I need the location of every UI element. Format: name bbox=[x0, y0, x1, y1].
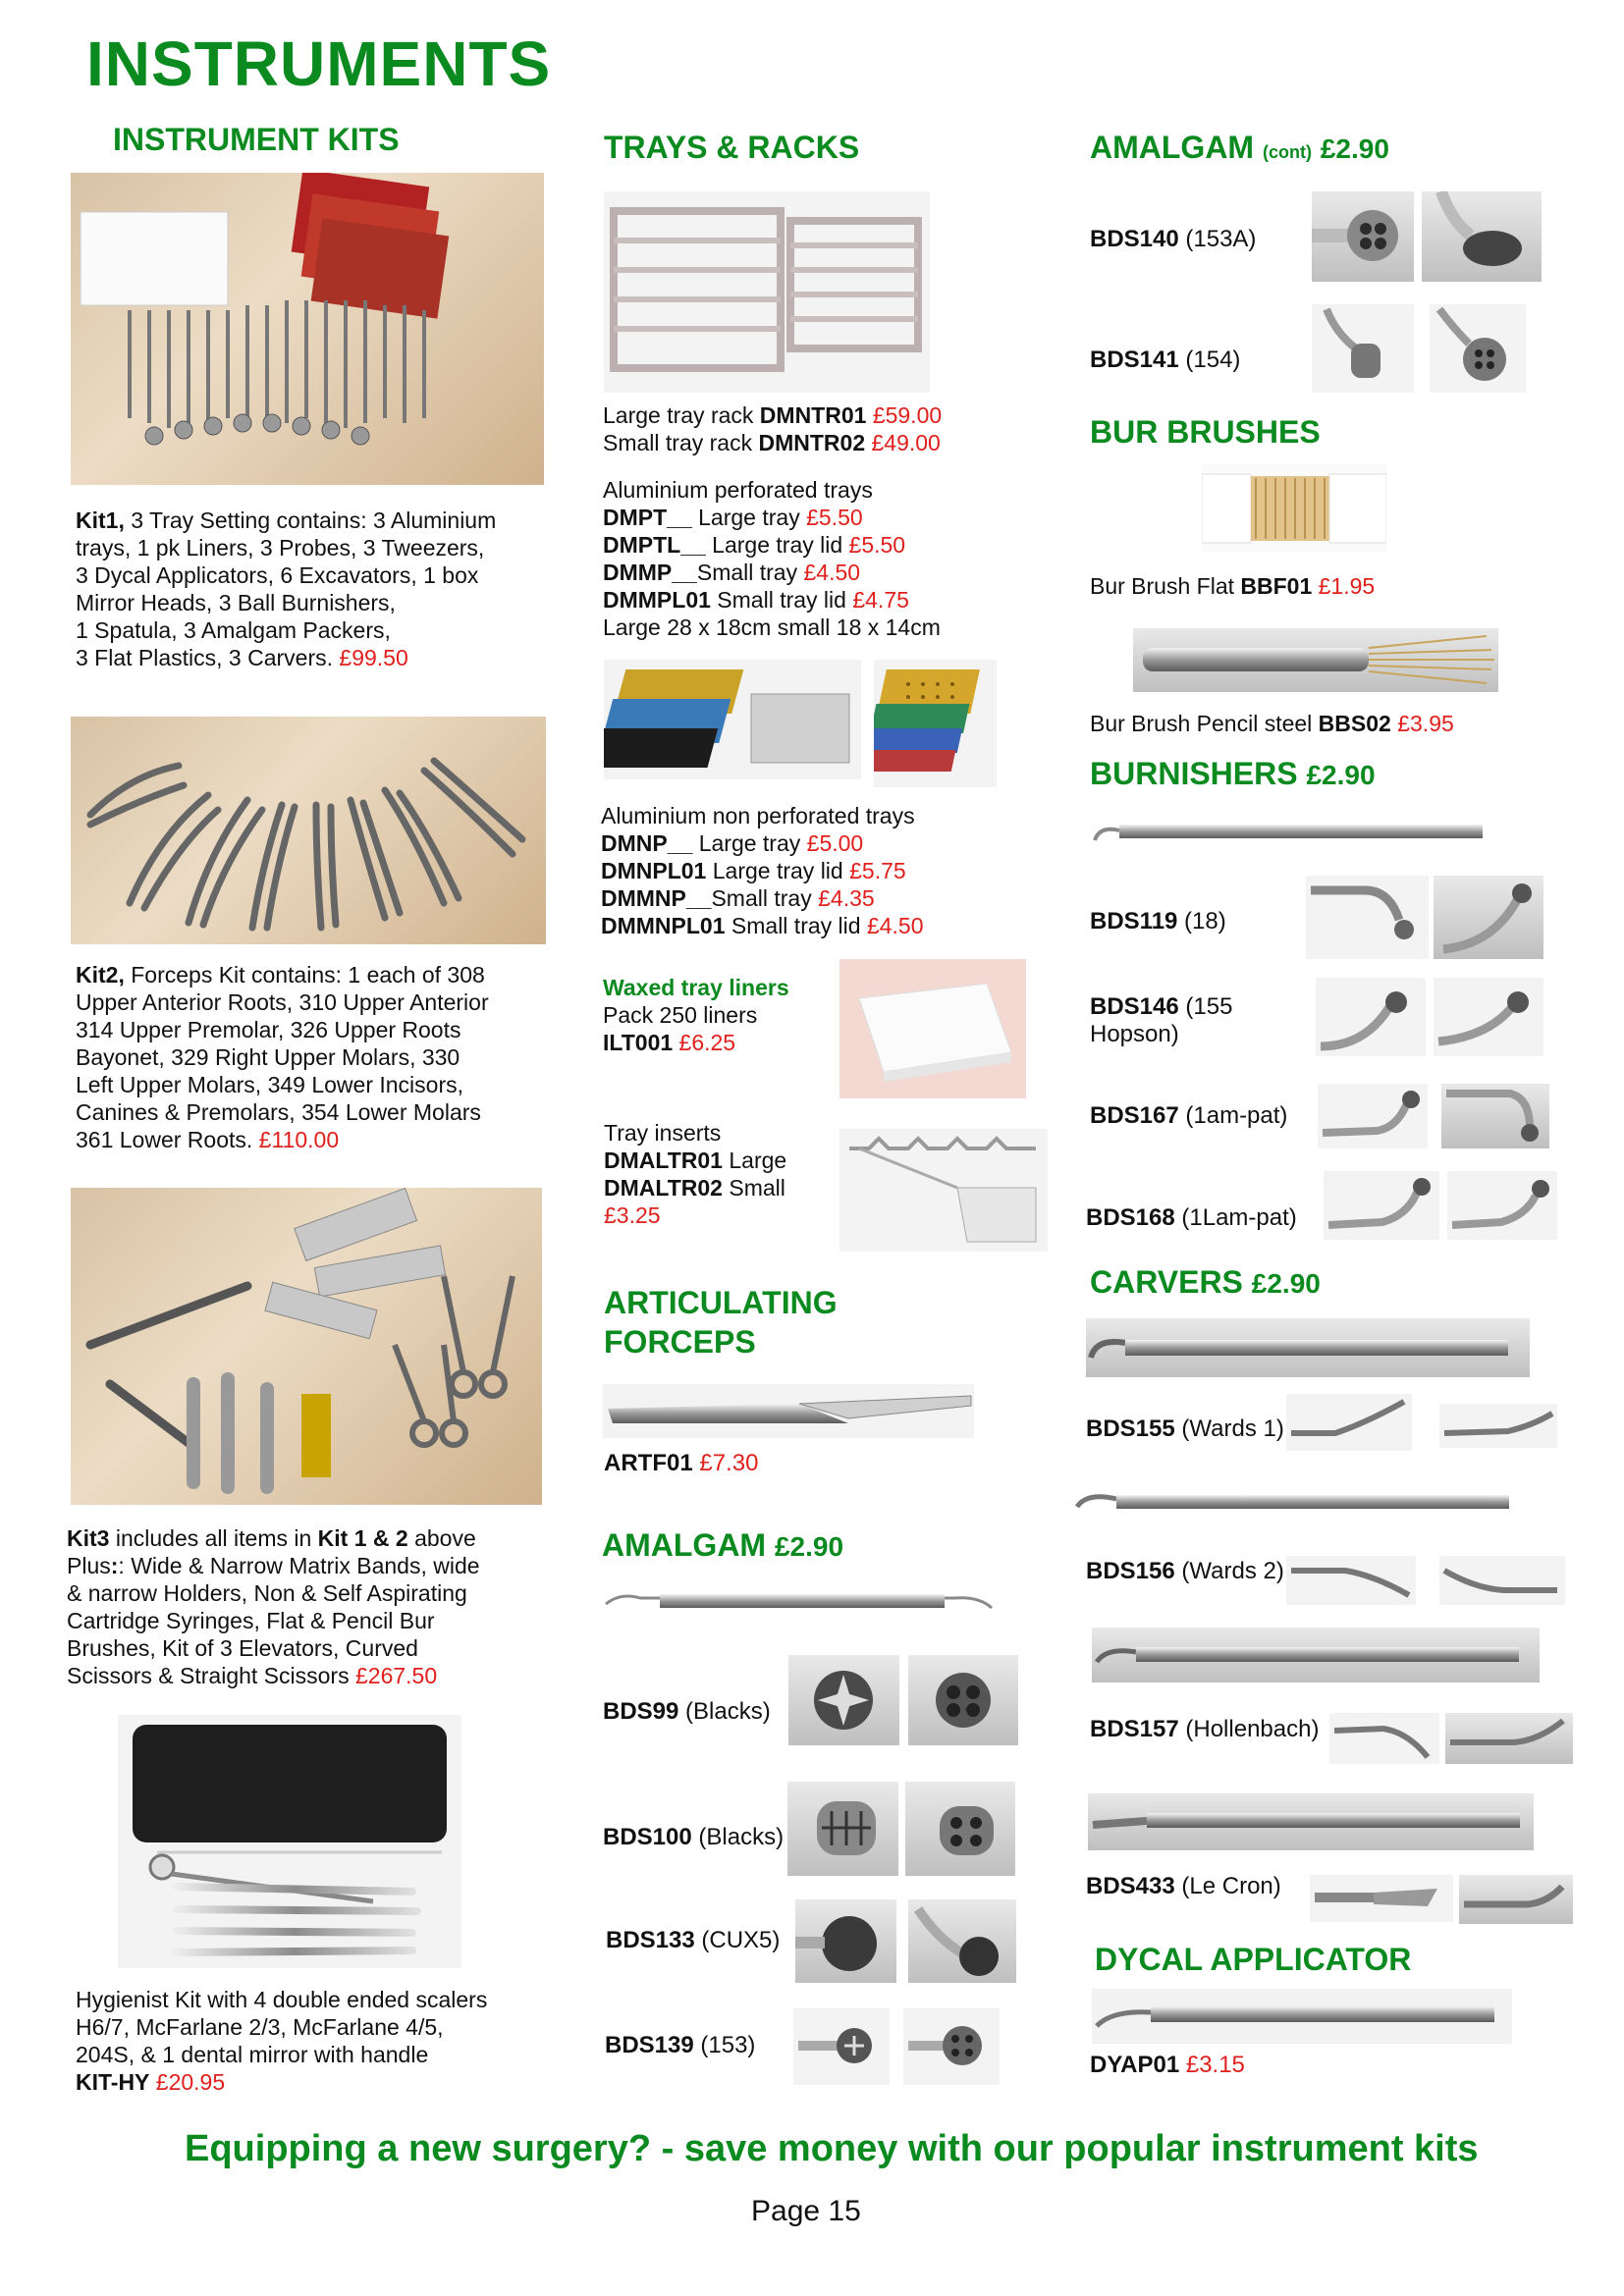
carver-item-bds155: BDS155 (Wards 1) bbox=[1086, 1415, 1284, 1442]
bds146-tip-a bbox=[1316, 978, 1426, 1056]
bds168-tip-b bbox=[1447, 1171, 1557, 1240]
amalgam-item-bds99: BDS99 (Blacks) bbox=[603, 1698, 771, 1725]
bds141-tip-a bbox=[1312, 304, 1414, 393]
dycal-applicator-instrument bbox=[1092, 1989, 1512, 2044]
kit2-photo bbox=[71, 717, 546, 944]
bds100-tip-a bbox=[787, 1782, 898, 1876]
amalgam-cont-heading: AMALGAM (cont) £2.90 bbox=[1090, 130, 1389, 165]
carver-instrument-3 bbox=[1092, 1628, 1540, 1682]
bds99-tip-b bbox=[908, 1655, 1018, 1745]
amalgam-instrument bbox=[601, 1584, 996, 1622]
tray-liners-info: Waxed tray liners Pack 250 liners ILT001 £6.25 bbox=[603, 975, 789, 1055]
articulating-forceps-code: ARTF01 £7.30 bbox=[604, 1450, 759, 1476]
bds140-tip-b bbox=[1422, 191, 1542, 282]
amalgam-item-bds100: BDS100 (Blacks) bbox=[603, 1824, 785, 1850]
burnisher-instrument bbox=[1090, 811, 1497, 856]
bds157-tip-a bbox=[1329, 1713, 1439, 1764]
non-perforated-trays-photo bbox=[604, 660, 861, 779]
kit2-price: £110.00 bbox=[258, 1127, 340, 1152]
carver-item-bds433: BDS433 (Le Cron) bbox=[1086, 1873, 1281, 1899]
carver-item-bds157: BDS157 (Hollenbach) bbox=[1090, 1716, 1320, 1742]
amalgam-item-bds133: BDS133 (CUX5) bbox=[606, 1927, 781, 1953]
burnisher-item-bds119: BDS119 (18) bbox=[1090, 908, 1226, 934]
tray-liners-photo bbox=[839, 959, 1026, 1098]
bds433-tip-a bbox=[1310, 1875, 1453, 1922]
bur-brush-pencil-info: Bur Brush Pencil steel BBS02 £3.95 bbox=[1090, 711, 1454, 736]
articulating-forceps-photo bbox=[603, 1384, 974, 1438]
burnisher-item-bds146: BDS146 (155 Hopson) bbox=[1090, 993, 1233, 1047]
bds100-tip-b bbox=[905, 1782, 1015, 1876]
tray-inserts-info: Tray inserts DMALTR01 Large DMALTR02 Small £3.25 bbox=[604, 1120, 787, 1228]
bds139-tip-b bbox=[903, 2008, 1000, 2085]
bur-brush-pencil-photo bbox=[1133, 628, 1498, 692]
burnishers-heading: BURNISHERS £2.90 bbox=[1090, 756, 1376, 791]
bds133-tip-a bbox=[795, 1899, 896, 1983]
bds155-tip-b bbox=[1439, 1404, 1557, 1448]
kit3-description: Kit3 includes all items in Kit 1 & 2 above Plus:: Wide & Narrow Matrix Bands, wide & narrow Holders, Non & Self Aspirating Cartridge Syringes, Flat & Pencil Bur Brushes, Kit of 3 Elevators, Curved Scissors & Straight Scissors £267.50 bbox=[67, 1525, 480, 1688]
perforated-trays-photo bbox=[874, 660, 997, 787]
carver-instrument-1 bbox=[1086, 1318, 1530, 1377]
kit3-price: £267.50 bbox=[354, 1663, 438, 1688]
burnisher-item-bds167: BDS167 (1am-pat) bbox=[1090, 1102, 1288, 1129]
bds155-tip-a bbox=[1286, 1394, 1412, 1451]
dycal-applicator-code: DYAP01 £3.15 bbox=[1090, 2052, 1245, 2078]
bds141-tip-b bbox=[1430, 304, 1526, 393]
instrument-kits-heading: INSTRUMENT KITS bbox=[113, 122, 400, 157]
trays-racks-heading: TRAYS & RACKS bbox=[604, 130, 860, 165]
hygienist-kit-photo bbox=[118, 1715, 461, 1968]
amalgam-item-bds141: BDS141 (154) bbox=[1090, 347, 1241, 373]
bds146-tip-b bbox=[1434, 978, 1543, 1056]
bds433-tip-b bbox=[1459, 1875, 1573, 1924]
bds119-tip-a bbox=[1306, 876, 1429, 959]
dycal-applicator-heading: DYCAL APPLICATOR bbox=[1095, 1942, 1412, 1977]
bds156-tip-a bbox=[1286, 1556, 1416, 1605]
bds140-tip-a bbox=[1312, 191, 1414, 282]
footer-tagline: Equipping a new surgery? - save money with our popular instrument kits bbox=[185, 2128, 1479, 2169]
tray-racks-list: Large tray rack DMNTR01 £59.00 Small tray rack DMNTR02 £49.00 bbox=[603, 402, 943, 455]
kit1-photo bbox=[71, 173, 544, 485]
amalgam-item-bds139: BDS139 (153) bbox=[605, 2032, 756, 2058]
carvers-heading: CARVERS £2.90 bbox=[1090, 1264, 1321, 1300]
carver-instrument-4 bbox=[1088, 1793, 1534, 1850]
bds167-tip-a bbox=[1318, 1084, 1428, 1148]
bds133-tip-b bbox=[908, 1899, 1016, 1983]
burnisher-item-bds168: BDS168 (1Lam-pat) bbox=[1086, 1204, 1297, 1231]
tray-rack-photo bbox=[604, 191, 930, 393]
bur-brush-flat-info: Bur Brush Flat BBF01 £1.95 bbox=[1090, 573, 1376, 599]
page-number: Page 15 bbox=[751, 2195, 861, 2227]
articulating-forceps-heading: ARTICULATING FORCEPS bbox=[604, 1285, 838, 1360]
bds167-tip-b bbox=[1441, 1084, 1549, 1148]
carver-instrument-2 bbox=[1072, 1477, 1532, 1526]
bur-brush-flat-photo bbox=[1202, 464, 1386, 553]
tray-inserts-photo bbox=[839, 1129, 1048, 1252]
bur-brushes-heading: BUR BRUSHES bbox=[1090, 414, 1321, 450]
bds168-tip-a bbox=[1324, 1171, 1439, 1240]
hygienist-code: KIT-HY bbox=[76, 2069, 150, 2095]
bds139-tip-a bbox=[793, 2008, 890, 2085]
bds157-tip-b bbox=[1445, 1713, 1573, 1764]
bds119-tip-b bbox=[1434, 876, 1543, 959]
page-title: INSTRUMENTS bbox=[86, 28, 552, 99]
carver-item-bds156: BDS156 (Wards 2) bbox=[1086, 1558, 1284, 1584]
hygienist-price: £20.95 bbox=[155, 2069, 226, 2095]
hygienist-description: Hygienist Kit with 4 double ended scalers H6/7, McFarlane 2/3, McFarlane 4/5, 204S, & 1 dental mirror with handle KIT-HY £20.95 bbox=[76, 1987, 488, 2095]
perforated-trays-list: Aluminium perforated trays DMPT__ Large tray £5.50 DMPTL__ Large tray lid £5.50 DMMP__Small tray £4.50 DMMPL01 Small tray lid £4.75 Large 28 x 18cm small 18 x 14cm bbox=[603, 477, 941, 640]
bds156-tip-b bbox=[1439, 1556, 1565, 1605]
kit1-description: Kit1, 3 Tray Setting contains: 3 Aluminium trays, 1 pk Liners, 3 Probes, 3 Tweezers, 3 Dycal Applicators, 6 Excavators, 1 box Mirror Heads, 3 Ball Burnishers, 1 Spatula, 3 Amalgam Packers, 3 Flat Plastics, 3 Carvers. £99.50 bbox=[76, 507, 497, 670]
kit3-photo bbox=[71, 1188, 542, 1505]
kit2-description: Kit2, Forceps Kit contains: 1 each of 308 Upper Anterior Roots, 310 Upper Anterior 314 Upper Premolar, 326 Upper Roots Bayonet, 329 Right Upper Molars, 330 Left Upper Molars, 349 Lower Incisors, Canines & Premolars, 354 Lower Molars 361 Lower Roots. £110.00 bbox=[76, 962, 489, 1152]
bds99-tip-a bbox=[788, 1655, 899, 1745]
kit1-price: £99.50 bbox=[339, 645, 408, 670]
amalgam-item-bds140: BDS140 (153A) bbox=[1090, 226, 1257, 252]
amalgam-heading: AMALGAM £2.90 bbox=[602, 1527, 844, 1563]
non-perforated-trays-list: Aluminium non perforated trays DMNP__ Large tray £5.00 DMNPL01 Large tray lid £5.75 DMMNP__Small tray £4.35 DMMNPL01 Small tray lid £4.50 bbox=[601, 803, 924, 938]
